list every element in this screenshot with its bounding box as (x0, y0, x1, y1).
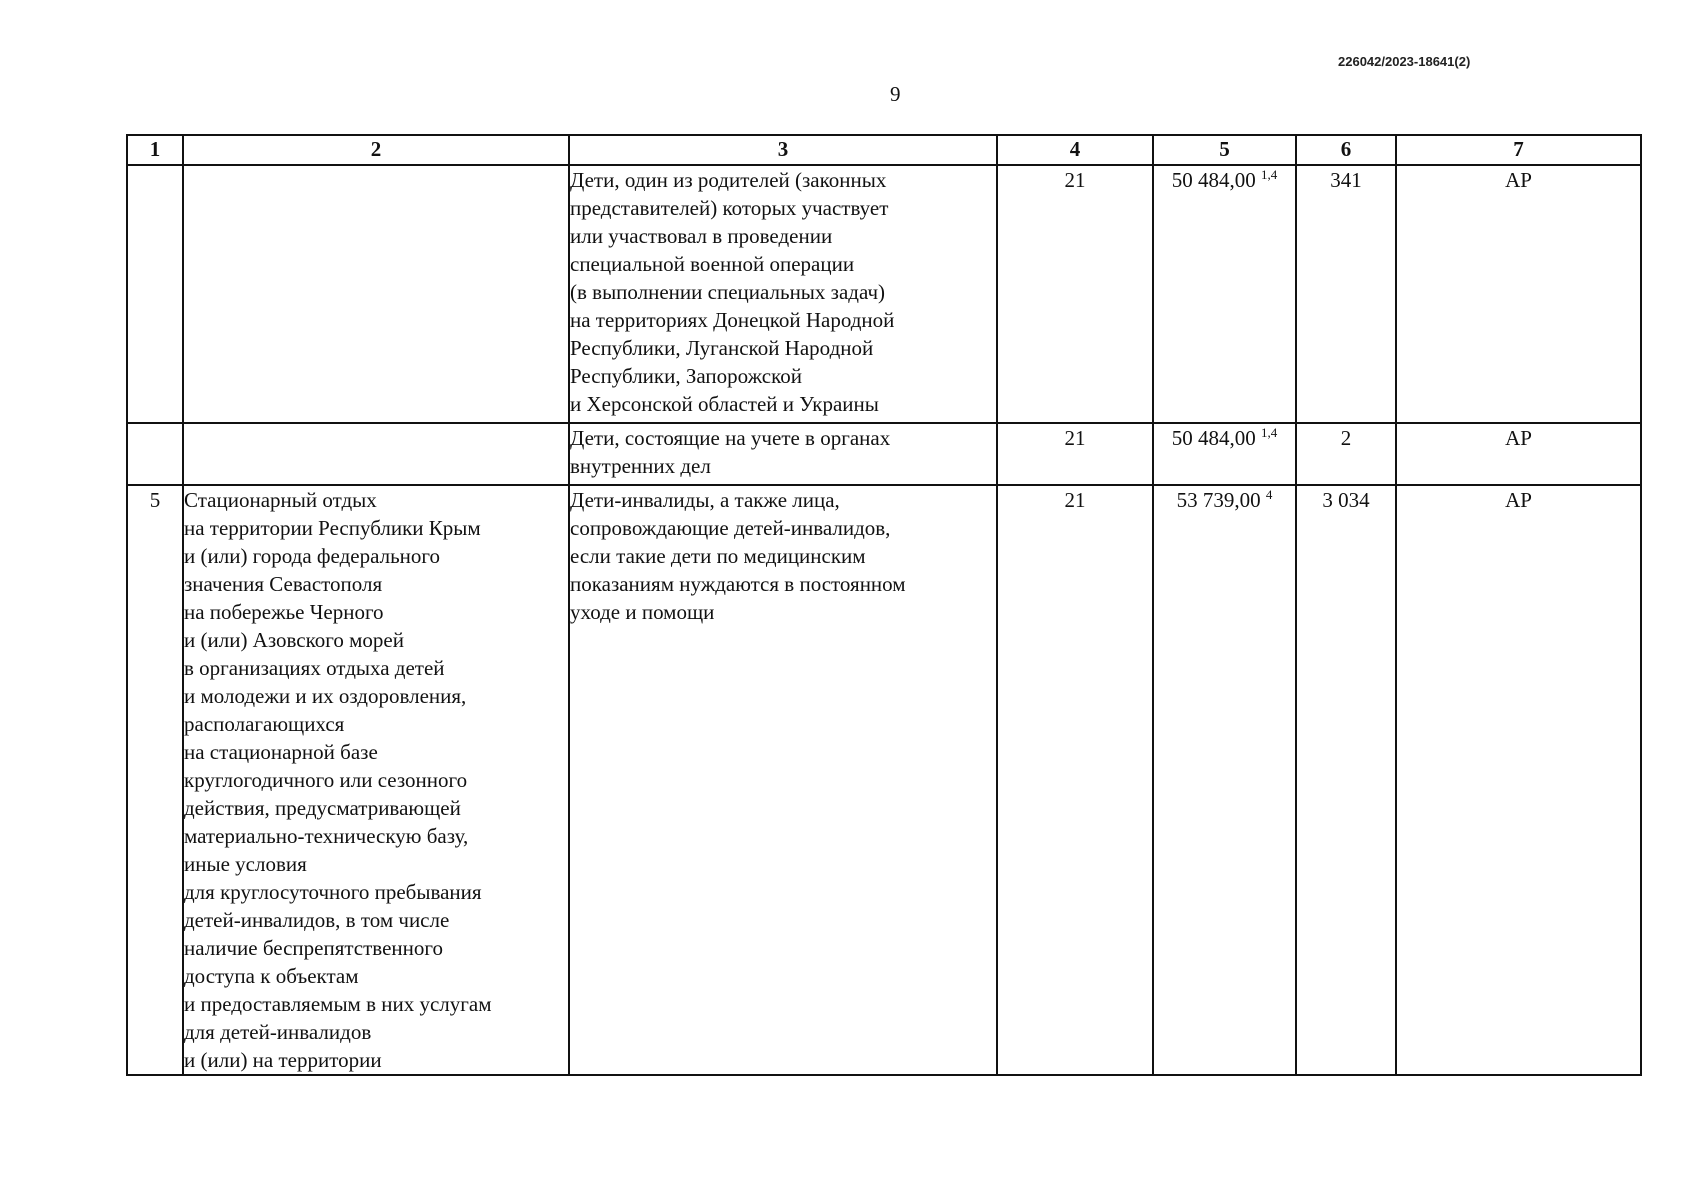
cost-cell (1153, 423, 1296, 485)
service-line: круглогодичного или сезонного (184, 768, 468, 792)
cost-value: 50 484,00 (1171, 168, 1256, 192)
service-line: для детей-инвалидов (184, 1020, 372, 1044)
category-line: Дети-инвалиды, а также лица, (570, 488, 840, 512)
category-line: представителей) которых участвует (570, 196, 889, 220)
service-line: на побережье Черного (184, 600, 384, 624)
page-number: 9 (890, 82, 901, 106)
quantity-cell: 341 (1296, 165, 1396, 423)
code-cell: АР (1396, 423, 1641, 485)
service-line: Стационарный отдых (184, 488, 377, 512)
days-cell: 21 (997, 165, 1153, 423)
category-line: показаниям нуждаются в постоянном (570, 572, 906, 596)
cost-footnote-ref: 4 (1265, 487, 1273, 502)
code-cell: АР (1396, 165, 1641, 423)
service-line: и (или) города федерального (184, 544, 440, 568)
quantity-cell: 3 034 (1296, 485, 1396, 1075)
column-number-row (127, 135, 1641, 165)
cost-cell (1153, 165, 1296, 423)
category-line: Республики, Луганской Народной (570, 336, 874, 360)
column-header-4: 4 (997, 135, 1153, 165)
document-id: 226042/2023-18641(2) (1338, 54, 1471, 69)
service-line: в организациях отдыха детей (184, 656, 445, 680)
service-line: и предоставляемым в них услугам (184, 992, 492, 1016)
category-line: специальной военной операции (570, 252, 855, 276)
service-line: действия, предусматривающей (184, 796, 461, 820)
days-cell: 21 (997, 485, 1153, 1075)
service-line: на стационарной базе (184, 740, 378, 764)
category-line: внутренних дел (570, 454, 711, 478)
quantity-cell: 2 (1296, 423, 1396, 485)
column-header-3: 3 (569, 135, 997, 165)
category-line: Дети, один из родителей (законных (570, 168, 887, 192)
service-line: и молодежи и их оздоровления, (184, 684, 467, 708)
category-line: (в выполнении специальных задач) (570, 280, 885, 304)
category-line: Республики, Запорожской (570, 364, 802, 388)
category-line: уходе и помощи (570, 600, 715, 624)
service-line: значения Севастополя (184, 572, 383, 596)
category-line: или участвовал в проведении (570, 224, 833, 248)
category-cell (569, 165, 997, 423)
column-header-2: 2 (183, 135, 569, 165)
category-line: если такие дети по медицинским (570, 544, 866, 568)
service-cell (183, 485, 569, 1075)
row-number-cell: 5 (127, 485, 183, 1075)
service-line: располагающихся (184, 712, 345, 736)
service-cell (183, 165, 569, 423)
service-line: и (или) Азовского морей (184, 628, 404, 652)
category-line: сопровождающие детей-инвалидов, (570, 516, 891, 540)
cost-value: 53 739,00 (1176, 488, 1261, 512)
category-cell (569, 423, 997, 485)
table-row (127, 165, 1641, 423)
column-header-1: 1 (127, 135, 183, 165)
category-line: Дети, состоящие на учете в органах (570, 426, 891, 450)
cost-cell (1153, 485, 1296, 1075)
service-line: для круглосуточного пребывания (184, 880, 482, 904)
row-number-cell (127, 165, 183, 423)
service-line: доступа к объектам (184, 964, 359, 988)
service-line: материально-техническую базу, (184, 824, 469, 848)
table-row (127, 423, 1641, 485)
service-line: детей-инвалидов, в том числе (184, 908, 450, 932)
cost-footnote-ref: 1,4 (1261, 425, 1278, 440)
allocation-table (126, 134, 1642, 1076)
days-cell: 21 (997, 423, 1153, 485)
category-cell (569, 485, 997, 1075)
row-number-cell (127, 423, 183, 485)
service-cell (183, 423, 569, 485)
service-line: на территории Республики Крым (184, 516, 481, 540)
column-header-6: 6 (1296, 135, 1396, 165)
service-line: иные условия (184, 852, 307, 876)
column-header-5: 5 (1153, 135, 1296, 165)
category-line: на территориях Донецкой Народной (570, 308, 895, 332)
service-line: и (или) на территории (184, 1048, 382, 1072)
service-line: наличие беспрепятственного (184, 936, 443, 960)
table-row (127, 485, 1641, 1075)
cost-footnote-ref: 1,4 (1261, 167, 1278, 182)
category-line: и Херсонской областей и Украины (570, 392, 879, 416)
code-cell: АР (1396, 485, 1641, 1075)
cost-value: 50 484,00 (1171, 426, 1256, 450)
column-header-7: 7 (1396, 135, 1641, 165)
